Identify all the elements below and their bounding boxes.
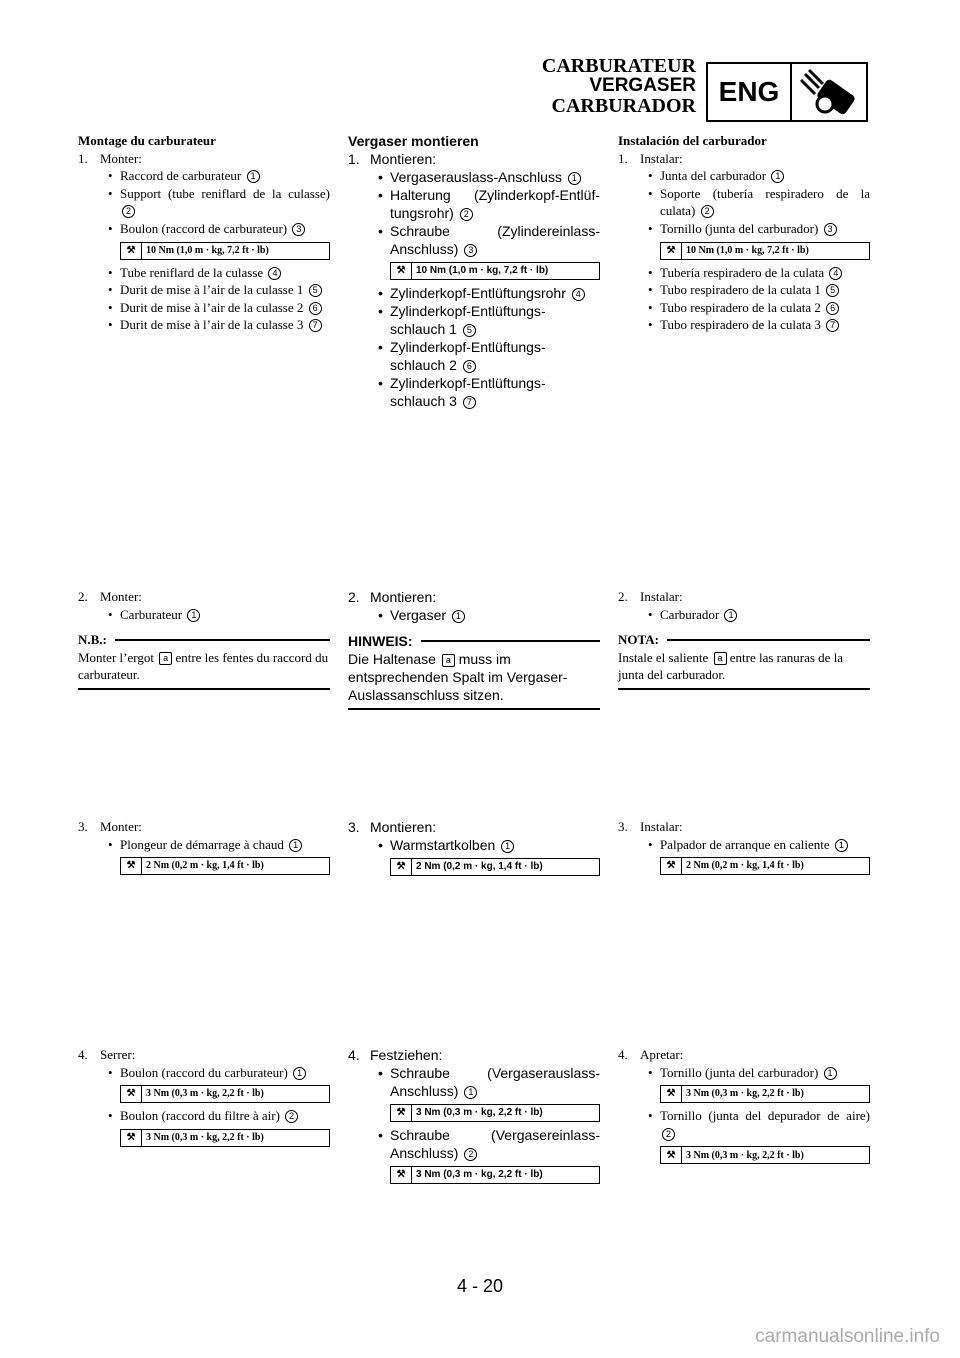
callout-number: 3	[292, 223, 305, 236]
note-label: NOTA:	[618, 632, 659, 648]
section-4	[348, 1046, 600, 1188]
bullet: •	[648, 299, 653, 315]
torque-spec	[660, 1146, 870, 1164]
wrench-icon: ⚒	[391, 263, 412, 279]
step-number: 3.	[618, 819, 628, 834]
callout-number: 5	[826, 284, 839, 297]
bullet: •	[648, 1064, 653, 1080]
callout-number: 4	[268, 267, 281, 280]
torque-spec	[120, 857, 330, 875]
bullet: •	[108, 264, 113, 280]
note-text: Die Haltenase a muss im entsprechenden Spalt im Vergaser-Auslassanschluss sitzen.	[348, 650, 600, 710]
step-number: 2.	[348, 589, 360, 605]
list-item: • Tornillo (junta del carburador) 1	[618, 1064, 870, 1082]
bullet: •	[108, 185, 113, 201]
list-item: • Halterung (Zylinderkopf-Entlüf-tungsrohr) 2	[378, 187, 600, 221]
step: 2. Montieren:	[348, 589, 437, 605]
list-item: • Raccord de carburateur 1	[78, 167, 330, 185]
bullet: •	[378, 223, 383, 239]
section-title: Instalación del carburador	[618, 133, 767, 148]
section-1	[348, 132, 600, 410]
callout-number: 1	[293, 1067, 306, 1080]
step-number: 2.	[78, 589, 88, 604]
callout-number: 7	[309, 319, 322, 332]
callout-number: 1	[289, 839, 302, 852]
title-de: VERGASER	[589, 75, 696, 96]
bullet: •	[648, 282, 653, 298]
list-item: • Schraube (Vergasereinlass-Anschluss) 2	[378, 1127, 600, 1161]
wrench-icon: ⚒	[391, 1167, 412, 1183]
callout-number: 7	[826, 319, 839, 332]
torque-spec	[120, 1085, 330, 1103]
eng-section-badge	[706, 62, 868, 122]
wrench-icon: ⚒	[661, 1147, 682, 1163]
wrench-icon: ⚒	[121, 858, 142, 874]
callout-number: 1	[724, 609, 737, 622]
callout-number: 1	[835, 839, 848, 852]
callout-number: 2	[662, 1128, 675, 1141]
list-item: • Boulon (raccord du filtre à air) 2	[78, 1107, 330, 1125]
bullet: •	[108, 1108, 113, 1124]
note-label: N.B.:	[78, 632, 107, 648]
note-text: Instale el saliente a entre las ranuras de la junta del carburador.	[618, 649, 870, 690]
list-item: • Palpador de arranque en caliente 1	[618, 836, 870, 854]
list-item: • Zylinderkopf-Entlüftungs-schlauch 1 5	[378, 303, 546, 337]
section-titles	[542, 56, 696, 116]
torque-spec	[120, 1129, 330, 1147]
section-title: Montage du carburateur	[78, 133, 216, 148]
bullet: •	[648, 185, 653, 201]
section-4	[618, 1046, 870, 1168]
step-number: 3.	[78, 819, 88, 834]
callout-number: 3	[824, 223, 837, 236]
section-3	[348, 818, 600, 880]
list-item: • Boulon (raccord de carburateur) 3	[78, 220, 330, 238]
list-item: • Tubería respiradero de la culata 4	[618, 264, 870, 282]
divider	[421, 640, 600, 642]
list-item: • Boulon (raccord du carburateur) 1	[78, 1064, 330, 1082]
list-item: • Tornillo (junta del carburador) 3	[618, 220, 870, 238]
torque-value: 3 Nm (0,3 m · kg, 2,2 ft · lb)	[146, 1088, 264, 1100]
section-3	[78, 818, 330, 879]
torque-spec	[390, 262, 600, 280]
list-item: • Support (tube reniflard de la culasse) 2	[108, 185, 330, 217]
torque-value: 2 Nm (0,2 m · kg, 1,4 ft · lb)	[416, 861, 543, 872]
wrench-icon: ⚒	[121, 1130, 142, 1146]
torque-spec	[390, 1166, 600, 1184]
step-number: 4.	[348, 1047, 360, 1063]
title-es: CARBURADOR	[551, 95, 696, 117]
section-1	[78, 132, 330, 334]
step-number: 2.	[618, 589, 628, 604]
list-item: • Tubo respiradero de la culata 1 5	[618, 281, 870, 299]
callout-number: 6	[463, 360, 476, 373]
wrench-icon: ⚒	[661, 1086, 682, 1102]
callout-number: 6	[826, 302, 839, 315]
step: 2. Monter:	[78, 589, 142, 604]
section-title: Vergaser montieren	[348, 133, 479, 149]
bullet: •	[108, 606, 113, 622]
section-3	[618, 818, 870, 879]
divider	[115, 639, 330, 641]
step: 1. Instalar:	[618, 150, 683, 166]
step: 4. Serrer:	[78, 1047, 136, 1062]
eng-label: ENG	[708, 64, 792, 120]
torque-spec	[660, 242, 870, 260]
list-item: • Carburateur 1	[78, 606, 330, 624]
callout-number: 2	[460, 208, 473, 221]
torque-spec	[660, 857, 870, 875]
note-header	[348, 632, 600, 650]
step: 4. Festziehen:	[348, 1047, 443, 1063]
torque-value: 3 Nm (0,3 m · kg, 2,2 ft · lb)	[686, 1149, 804, 1161]
torque-spec	[390, 858, 600, 876]
wrench-icon: ⚒	[391, 1105, 412, 1121]
bullet: •	[108, 220, 113, 236]
list-item: • Tubo respiradero de la culata 3 7	[618, 316, 870, 334]
bullet: •	[648, 317, 653, 333]
list-item: • Soporte (tubería respiradero de la culata) 2	[648, 185, 870, 219]
list-item: • Durit de mise à l’air de la culasse 1 5	[78, 281, 330, 299]
list-item: • Durit de mise à l’air de la culasse 2 6	[78, 299, 330, 317]
list-item: • Tornillo (junta del depurador de aire) 2	[648, 1108, 870, 1139]
bullet: •	[648, 836, 653, 852]
callout-number: 2	[285, 1110, 298, 1123]
note-header	[618, 631, 870, 649]
bullet: •	[108, 168, 113, 184]
callout-number: 1	[187, 609, 200, 622]
bullet: •	[378, 1065, 383, 1081]
callout-number: 7	[463, 396, 476, 409]
callout-number: a	[714, 652, 727, 665]
torque-value: 10 Nm (1,0 m · kg, 7,2 ft · lb)	[686, 244, 809, 256]
page-number: 4 - 20	[456, 1276, 504, 1296]
callout-number: 1	[568, 172, 581, 185]
step: 3. Montieren:	[348, 819, 437, 835]
bullet: •	[108, 836, 113, 852]
note-label: HINWEIS:	[348, 633, 413, 649]
callout-number: 1	[824, 1067, 837, 1080]
callout-number: 1	[771, 170, 784, 183]
step: 1. Montieren:	[348, 151, 437, 167]
wrench-icon: ⚒	[661, 858, 682, 874]
step-number: 1.	[78, 150, 88, 166]
step: 3. Monter:	[78, 819, 142, 834]
bullet: •	[648, 168, 653, 184]
step-number: 3.	[348, 819, 360, 835]
step-number: 4.	[78, 1047, 88, 1062]
section-2	[348, 588, 600, 710]
bullet: •	[108, 317, 113, 333]
list-item: • Vergaserauslass-Anschluss 1	[348, 168, 600, 186]
wrench-icon: ⚒	[121, 1086, 142, 1102]
torque-spec	[390, 1104, 600, 1122]
callout-number: 2	[122, 205, 135, 218]
bullet: •	[378, 285, 383, 301]
callout-number: 5	[309, 284, 322, 297]
list-item: • Schraube (Vergaserauslass-Anschluss) 1	[378, 1065, 600, 1099]
bullet: •	[108, 299, 113, 315]
torque-value: 2 Nm (0,2 m · kg, 1,4 ft · lb)	[686, 860, 804, 872]
list-item: • Schraube (Zylindereinlass-Anschluss) 3	[378, 223, 600, 257]
callout-number: 1	[464, 1086, 477, 1099]
wrench-icon: ⚒	[391, 859, 412, 875]
title-fr: CARBURATEUR	[541, 55, 696, 77]
torque-value: 3 Nm (0,3 m · kg, 2,2 ft · lb)	[416, 1169, 543, 1180]
bullet: •	[648, 1108, 653, 1124]
list-item: • Plongeur de démarrage à chaud 1	[78, 836, 330, 854]
bullet: •	[378, 187, 383, 203]
torque-spec	[120, 242, 330, 260]
list-item: • Zylinderkopf-Entlüftungs-schlauch 2 6	[378, 339, 546, 373]
callout-number: 3	[464, 244, 477, 257]
list-item: • Tubo respiradero de la culata 2 6	[618, 299, 870, 317]
section-2	[78, 588, 330, 690]
bullet: •	[378, 303, 383, 319]
wrench-icon: ⚒	[121, 243, 142, 259]
bullet: •	[378, 339, 383, 355]
bullet: •	[648, 606, 653, 622]
bullet: •	[648, 220, 653, 236]
section-1	[618, 132, 870, 334]
list-item: • Vergaser 1	[348, 606, 600, 624]
step-number: 1.	[348, 151, 360, 167]
bullet: •	[378, 169, 383, 185]
torque-value: 3 Nm (0,3 m · kg, 2,2 ft · lb)	[686, 1088, 804, 1100]
callout-number: 1	[501, 840, 514, 853]
callout-number: a	[159, 652, 172, 665]
watermark: carmanualsonline.info	[755, 1326, 940, 1347]
list-item: • Carburador 1	[618, 606, 870, 624]
list-item: • Tube reniflard de la culasse 4	[78, 264, 330, 282]
step: 4. Apretar:	[618, 1047, 684, 1062]
bullet: •	[378, 375, 383, 391]
wrench-icon: ⚒	[661, 243, 682, 259]
step-number: 1.	[618, 150, 628, 166]
torque-spec	[660, 1085, 870, 1103]
bullet: •	[378, 837, 383, 853]
callout-number: 4	[572, 288, 585, 301]
bullet: •	[378, 607, 383, 623]
callout-number: a	[442, 654, 455, 667]
bullet: •	[108, 1064, 113, 1080]
torque-value: 10 Nm (1,0 m · kg, 7,2 ft · lb)	[146, 244, 269, 256]
list-item: • Zylinderkopf-Entlüftungs-schlauch 3 7	[378, 375, 546, 409]
torque-value: 3 Nm (0,3 m · kg, 2,2 ft · lb)	[146, 1131, 264, 1143]
bullet: •	[648, 264, 653, 280]
callout-number: 2	[464, 1148, 477, 1161]
section-4	[78, 1046, 330, 1151]
torque-value: 3 Nm (0,3 m · kg, 2,2 ft · lb)	[416, 1107, 543, 1118]
callout-number: 5	[463, 324, 476, 337]
step: 1. Monter:	[78, 150, 142, 166]
note-text: Monter l’ergot a entre les fentes du raccord du carburateur.	[78, 649, 330, 690]
bullet: •	[378, 1127, 383, 1143]
list-item: • Junta del carburador 1	[618, 167, 870, 185]
engine-piston-icon	[792, 64, 866, 120]
callout-number: 2	[701, 205, 714, 218]
callout-number: 1	[247, 170, 260, 183]
list-item: • Zylinderkopf-Entlüftungsrohr 4	[348, 284, 600, 302]
callout-number: 6	[309, 302, 322, 315]
note-header	[78, 631, 330, 649]
step: 3. Instalar:	[618, 819, 683, 834]
callout-number: 1	[452, 610, 465, 623]
step-number: 4.	[618, 1047, 628, 1062]
callout-number: 4	[829, 267, 842, 280]
list-item: • Warmstartkolben 1	[348, 836, 600, 854]
list-item: • Durit de mise à l’air de la culasse 3 7	[78, 316, 330, 334]
step: 2. Instalar:	[618, 589, 683, 604]
torque-value: 10 Nm (1,0 m · kg, 7,2 ft · lb)	[416, 265, 549, 276]
section-2	[618, 588, 870, 690]
divider	[667, 639, 870, 641]
torque-value: 2 Nm (0,2 m · kg, 1,4 ft · lb)	[146, 860, 264, 872]
bullet: •	[108, 282, 113, 298]
